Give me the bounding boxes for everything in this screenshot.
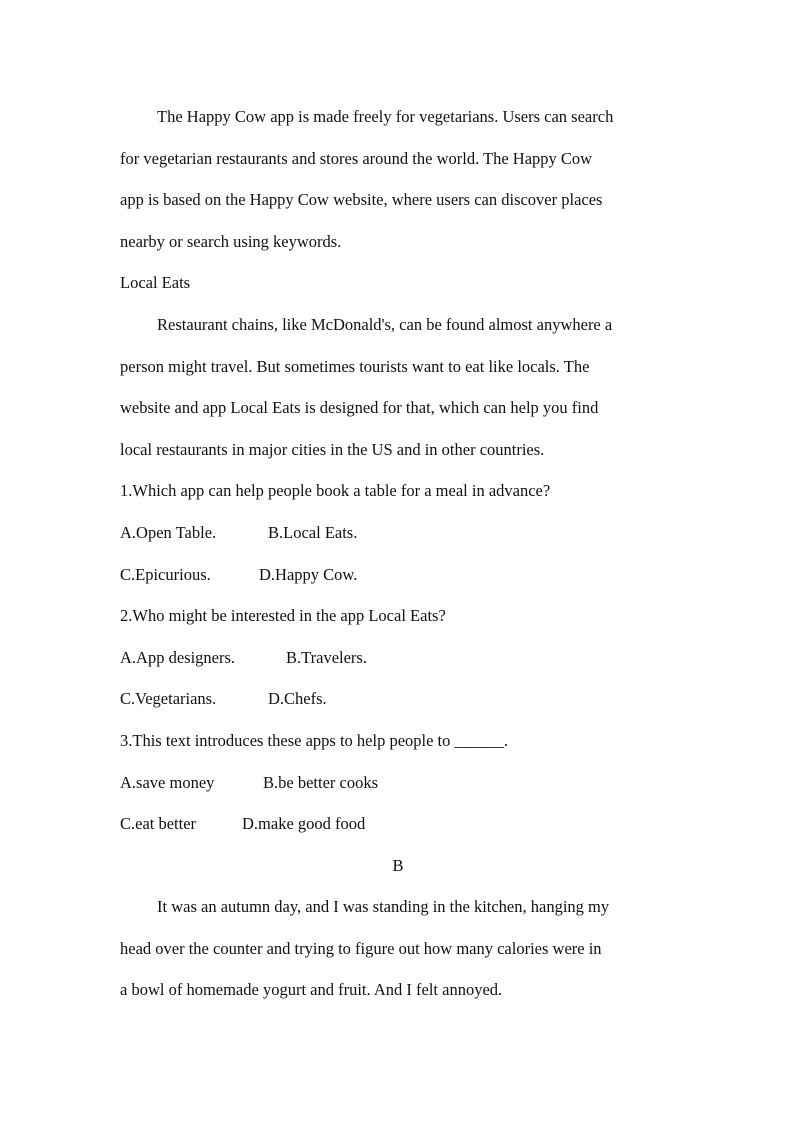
question-2-option-d: D.Chefs. — [268, 689, 327, 709]
local-eats-heading: Local Eats — [120, 273, 191, 293]
question-2-options-row-2 — [120, 678, 676, 720]
question-3-options-row-2 — [120, 803, 676, 845]
question-3-option-d: D.make good food — [242, 814, 366, 834]
happy-cow-paragraph-line-4: nearby or search using keywords. — [120, 231, 342, 251]
question-1-options-row-2 — [120, 554, 676, 596]
question-1-option-d: D.Happy Cow. — [259, 564, 358, 584]
question-1-option-c: C.Epicurious. — [120, 564, 211, 584]
question-3-option-c: C.eat better — [120, 814, 197, 834]
question-3-stem: 3.This text introduces these apps to help people to ______. — [120, 730, 509, 750]
local-eats-paragraph-line-3: website and app Local Eats is designed for that, which can help you find — [120, 398, 599, 418]
local-eats-paragraph-line-4: local restaurants in major cities in the US and in other countries. — [120, 439, 545, 459]
question-1-option-a: A.Open Table. — [120, 522, 217, 542]
question-2-options-row-1 — [120, 637, 676, 679]
question-2-option-c: C.Vegetarians. — [120, 689, 217, 709]
section-b-paragraph-line-3: a bowl of homemade yogurt and fruit. And I felt annoyed. — [120, 980, 503, 1000]
question-3-option-b: B.be better cooks — [263, 772, 379, 792]
question-3-options-row-1 — [120, 762, 676, 804]
local-eats-paragraph-line-1: Restaurant chains, like McDonald's, can be found almost anywhere a — [157, 314, 613, 334]
happy-cow-paragraph-line-1: The Happy Cow app is made freely for vegetarians. Users can search — [157, 107, 614, 126]
question-2-option-a: A.App designers. — [120, 647, 236, 667]
question-2-option-b: B.Travelers. — [286, 647, 367, 667]
happy-cow-paragraph-line-2: for vegetarian restaurants and stores around the world. The Happy Cow — [120, 148, 593, 168]
question-1-option-b: B.Local Eats. — [268, 522, 358, 542]
question-1-options-row-1 — [120, 512, 676, 554]
section-b-paragraph-line-2: head over the counter and trying to figure out how many calories were in — [120, 938, 602, 958]
document-content — [120, 96, 676, 1011]
happy-cow-paragraph-line-3: app is based on the Happy Cow website, where users can discover places — [120, 190, 603, 210]
section-b-paragraph-line-1: It was an autumn day, and I was standing in the kitchen, hanging my — [157, 897, 610, 917]
question-2-stem: 2.Who might be interested in the app Local Eats? — [120, 606, 446, 626]
question-3-option-a: A.save money — [120, 772, 215, 792]
question-1-stem: 1.Which app can help people book a table for a meal in advance? — [120, 481, 551, 501]
section-b-label: B — [392, 855, 404, 875]
local-eats-paragraph-line-2: person might travel. But sometimes tourists want to eat like locals. The — [120, 356, 590, 376]
